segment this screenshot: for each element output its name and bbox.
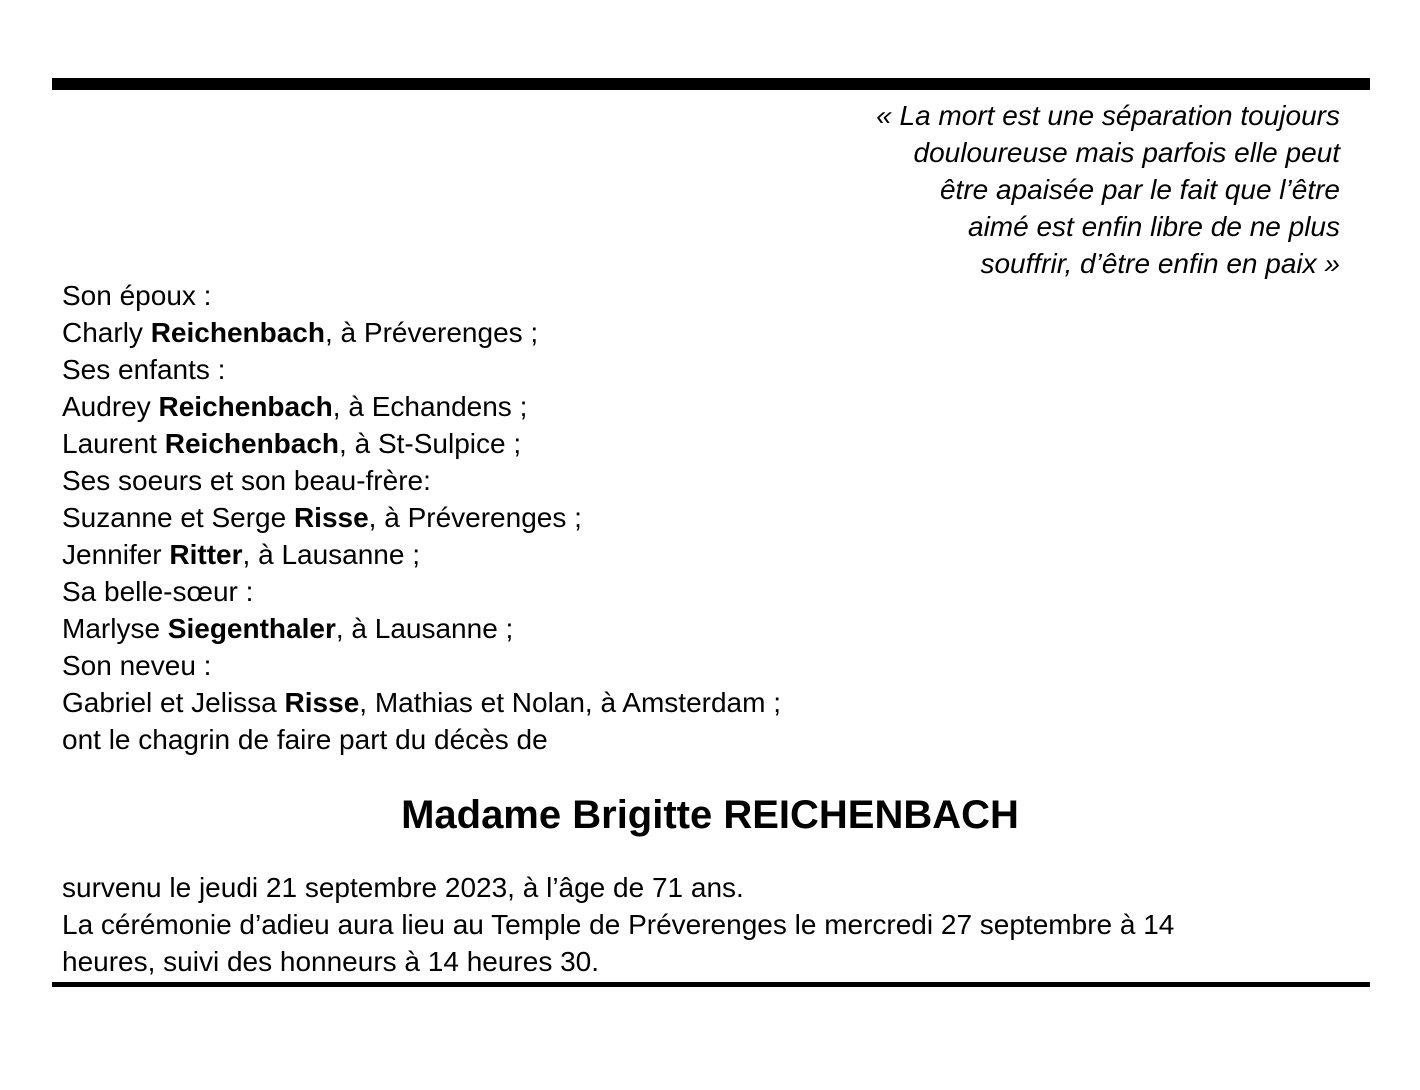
family-line xyxy=(62,425,1372,462)
details-line: heures, suivi des honneurs à 14 heures 30. xyxy=(62,946,600,977)
family-text: Marlyse xyxy=(62,613,168,644)
family-text: Jennifer xyxy=(62,539,170,570)
family-surname: Reichenbach xyxy=(164,428,340,459)
details-line: survenu le jeudi 21 septembre 2023, à l’âge de 71 ans. xyxy=(62,872,744,903)
family-text: Suzanne et Serge xyxy=(62,502,294,533)
quote-line: souffrir, d’être enfin en paix » xyxy=(980,248,1340,279)
family-text: , à St-Sulpice ; xyxy=(339,428,522,459)
family-line xyxy=(62,314,1372,351)
family-surname: Risse xyxy=(284,687,360,718)
details-block xyxy=(62,869,1382,980)
family-list xyxy=(62,277,1372,758)
family-line xyxy=(62,573,1372,610)
details-line: La cérémonie d’adieu aura lieu au Temple de Préverenges le mercredi 27 septembre à 14 xyxy=(62,909,1175,940)
family-line xyxy=(62,499,1372,536)
family-text: Son neveu : xyxy=(62,650,212,681)
family-text: , à Lausanne ; xyxy=(242,539,421,570)
family-text: , à Préverenges ; xyxy=(324,317,539,348)
quote-block xyxy=(640,97,1340,282)
quote-line: être apaisée par le fait que l’être xyxy=(939,174,1340,205)
family-text: , à Echandens ; xyxy=(332,391,528,422)
family-text: Audrey xyxy=(62,391,159,422)
family-text: Sa belle-sœur : xyxy=(62,576,254,607)
family-line xyxy=(62,684,1372,721)
quote-line: « La mort est une séparation toujours xyxy=(876,100,1340,131)
bottom-rule xyxy=(52,982,1370,987)
family-line xyxy=(62,610,1372,647)
family-line xyxy=(62,351,1372,388)
family-text: Son époux : xyxy=(62,280,212,311)
family-text: Laurent xyxy=(62,428,165,459)
family-text: Ses enfants : xyxy=(62,354,226,385)
quote-line: aimé est enfin libre de ne plus xyxy=(968,211,1340,242)
top-rule xyxy=(52,78,1370,90)
family-surname: Ritter xyxy=(169,539,243,570)
family-text: Charly xyxy=(62,317,151,348)
family-surname: Siegenthaler xyxy=(167,613,336,644)
family-line xyxy=(62,462,1372,499)
family-text: ont le chagrin de faire part du décès de xyxy=(62,724,548,755)
family-surname: Reichenbach xyxy=(158,391,333,422)
family-text: Gabriel et Jelissa xyxy=(62,687,285,718)
family-text: , à Lausanne ; xyxy=(335,613,514,644)
family-line xyxy=(62,721,1372,758)
family-line xyxy=(62,647,1372,684)
family-surname: Risse xyxy=(293,502,369,533)
deceased-name: Madame Brigitte REICHENBACH xyxy=(401,793,1019,837)
family-line xyxy=(62,536,1372,573)
family-surname: Reichenbach xyxy=(150,317,325,348)
family-text: Ses soeurs et son beau-frère: xyxy=(62,465,431,496)
family-line xyxy=(62,277,1372,314)
quote-line: douloureuse mais parfois elle peut xyxy=(913,137,1340,168)
family-line xyxy=(62,388,1372,425)
family-text: , à Préverenges ; xyxy=(368,502,582,533)
family-text: , Mathias et Nolan, à Amsterdam ; xyxy=(359,687,782,718)
